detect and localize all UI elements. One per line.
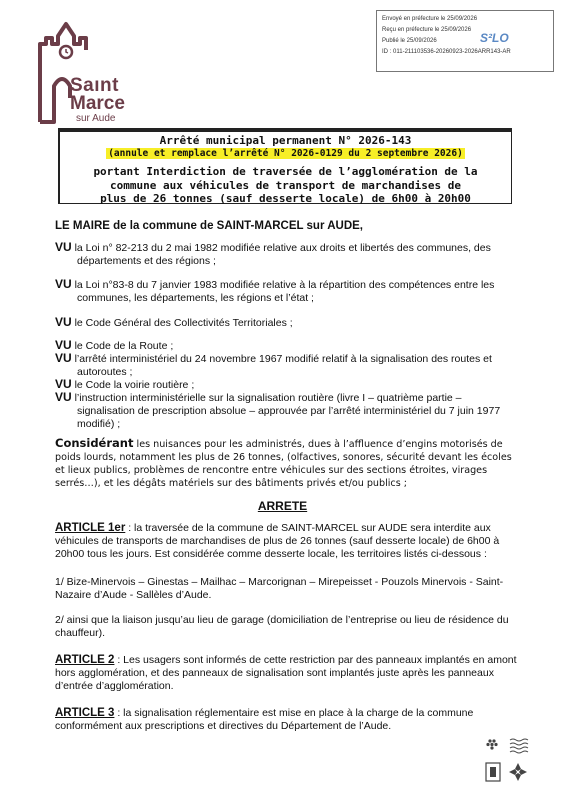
vu-text: l’instruction interministérielle sur la signalisation routière (livre I – quatrième partie – signalisation de prescription absolue – approuvée par l’arrêté interministériel du 7 juin 1977 modifié) ; — [74, 392, 501, 430]
vu-clause — [55, 241, 517, 268]
vu-label: VU — [55, 377, 72, 391]
article-2-text: : Les usagers sont informés de cette restriction par des panneaux implantés en amont hors agglomération, et des panneaux de signalisation sont implantés juste après les panneaux d’entrée d’agglomération. — [55, 654, 517, 692]
vu-text: l’arrêté interministériel du 24 novembre 1967 modifié relatif à la signalisation des routes et autoroutes ; — [74, 353, 492, 378]
article-1 — [55, 522, 517, 561]
article-1-text: : la traversée de la commune de SAINT-MARCEL sur AUDE sera interdite aux véhicules de transports de marchandises de plus de 26 tonnes (sauf desserte locale) de 6h00 à 20h00 tous les jours. Est considérée comme desserte locale, les territoires listés ci-dessous : — [55, 522, 500, 560]
vu-label: VU — [55, 338, 72, 352]
slo-logo: S²LO — [480, 31, 509, 45]
vu-label: VU — [55, 240, 72, 254]
municipal-logo — [32, 14, 142, 124]
considerant-paragraph — [55, 437, 517, 490]
arrete-heading: ARRETE — [257, 499, 308, 513]
vu-clause — [55, 316, 517, 330]
vu-clause — [55, 352, 517, 379]
vu-text: le Code la voirie routière ; — [74, 379, 195, 391]
logo-text-saint: Saınt — [70, 75, 119, 96]
stamp-id: ID : 011-211103536-20260923-2026ARR143-AR — [382, 49, 511, 55]
vu-clause — [55, 378, 517, 392]
vu-clause — [55, 339, 517, 353]
decree-number: Arrêté municipal permanent N° 2026-143 — [159, 134, 412, 147]
vu-label: VU — [55, 277, 72, 291]
vu-label: VU — [55, 351, 72, 365]
article-2 — [55, 654, 517, 693]
logo-text-marcel: Marce — [70, 93, 125, 114]
article-3-label: ARTICLE 3 — [55, 707, 115, 719]
locality-list: 1/ Bize-Minervois – Ginestas – Mailhac – Marcorignan – Mirepeisset - Pouzols Minervois - Saint-Nazaire d’Aude - Sallèles d’Aude. — [55, 576, 504, 601]
prefecture-stamp — [376, 10, 554, 72]
article-3-text: : la signalisation réglementaire est mise en place à la charge de la commune conformément aux prescriptions et directives du Département de l’Aude. — [55, 707, 474, 732]
stamp-published: Publié le 25/09/2026 — [382, 38, 437, 44]
garage-clause: 2/ ainsi que la liaison jusqu’au lieu de garage (domiciliation de l’entreprise ou lieu de résidence du chauffeur). — [55, 614, 509, 639]
vu-text: le Code Général des Collectivités Territoriales ; — [74, 317, 293, 329]
arrete-wrapper — [0, 497, 565, 515]
stamp-received: Reçu en préfecture le 25/09/2026 — [382, 27, 472, 33]
title-line-2: commune aux véhicules de transport de marchandises de — [110, 178, 461, 192]
title-box — [58, 128, 512, 204]
logo-text-sur-aude: sur Aude — [76, 113, 116, 124]
article-1-label: ARTICLE 1er — [55, 522, 126, 534]
vu-text: la Loi n° 82-213 du 2 mai 1982 modifiée relative aux droits et libertés des communes, des départements et des régions ; — [74, 242, 491, 267]
vu-text: la Loi n°83-8 du 7 janvier 1983 modifiée relative à la répartition des compétences entre les communes, les départements, les régions et l’état ; — [74, 279, 495, 304]
vu-clause — [55, 391, 517, 431]
vu-text: le Code de la Route ; — [74, 340, 174, 352]
mayor-heading: LE MAIRE de la commune de SAINT-MARCEL sur AUDE, — [55, 220, 363, 232]
article-3 — [55, 707, 517, 733]
article-2-label: ARTICLE 2 — [55, 654, 115, 666]
considerant-label: Considérant — [55, 436, 134, 450]
heraldry-icon — [482, 735, 532, 785]
stamp-sent: Envoyé en préfecture le 25/09/2026 — [382, 16, 478, 22]
title-line-1: portant Interdiction de traversée de l’agglomération de la — [93, 165, 478, 178]
considerant-text: les nuisances pour les administrés, dues à l’affluence d’engins motorisés de poids lourds, notamment les plus de 26 tonnes, (olfactives, sonores, sécurité devant les écoles et lieux publics, problèmes de rencontre entre véhicules sur des sections étroites, virages serrés…), et les dégâts matériels sur des bâtiments privés et/ou publics ; — [55, 439, 512, 489]
title-line-3: plus de 26 tonnes (sauf desserte locale) de 6h00 à 20h00 — [100, 192, 471, 205]
vu-label: VU — [55, 390, 72, 404]
vu-label: VU — [55, 315, 72, 329]
vu-clause — [55, 278, 517, 305]
replaces-note: (annule et remplace l’arrêté N° 2026-0129 du 2 septembre 2026) — [108, 148, 463, 159]
